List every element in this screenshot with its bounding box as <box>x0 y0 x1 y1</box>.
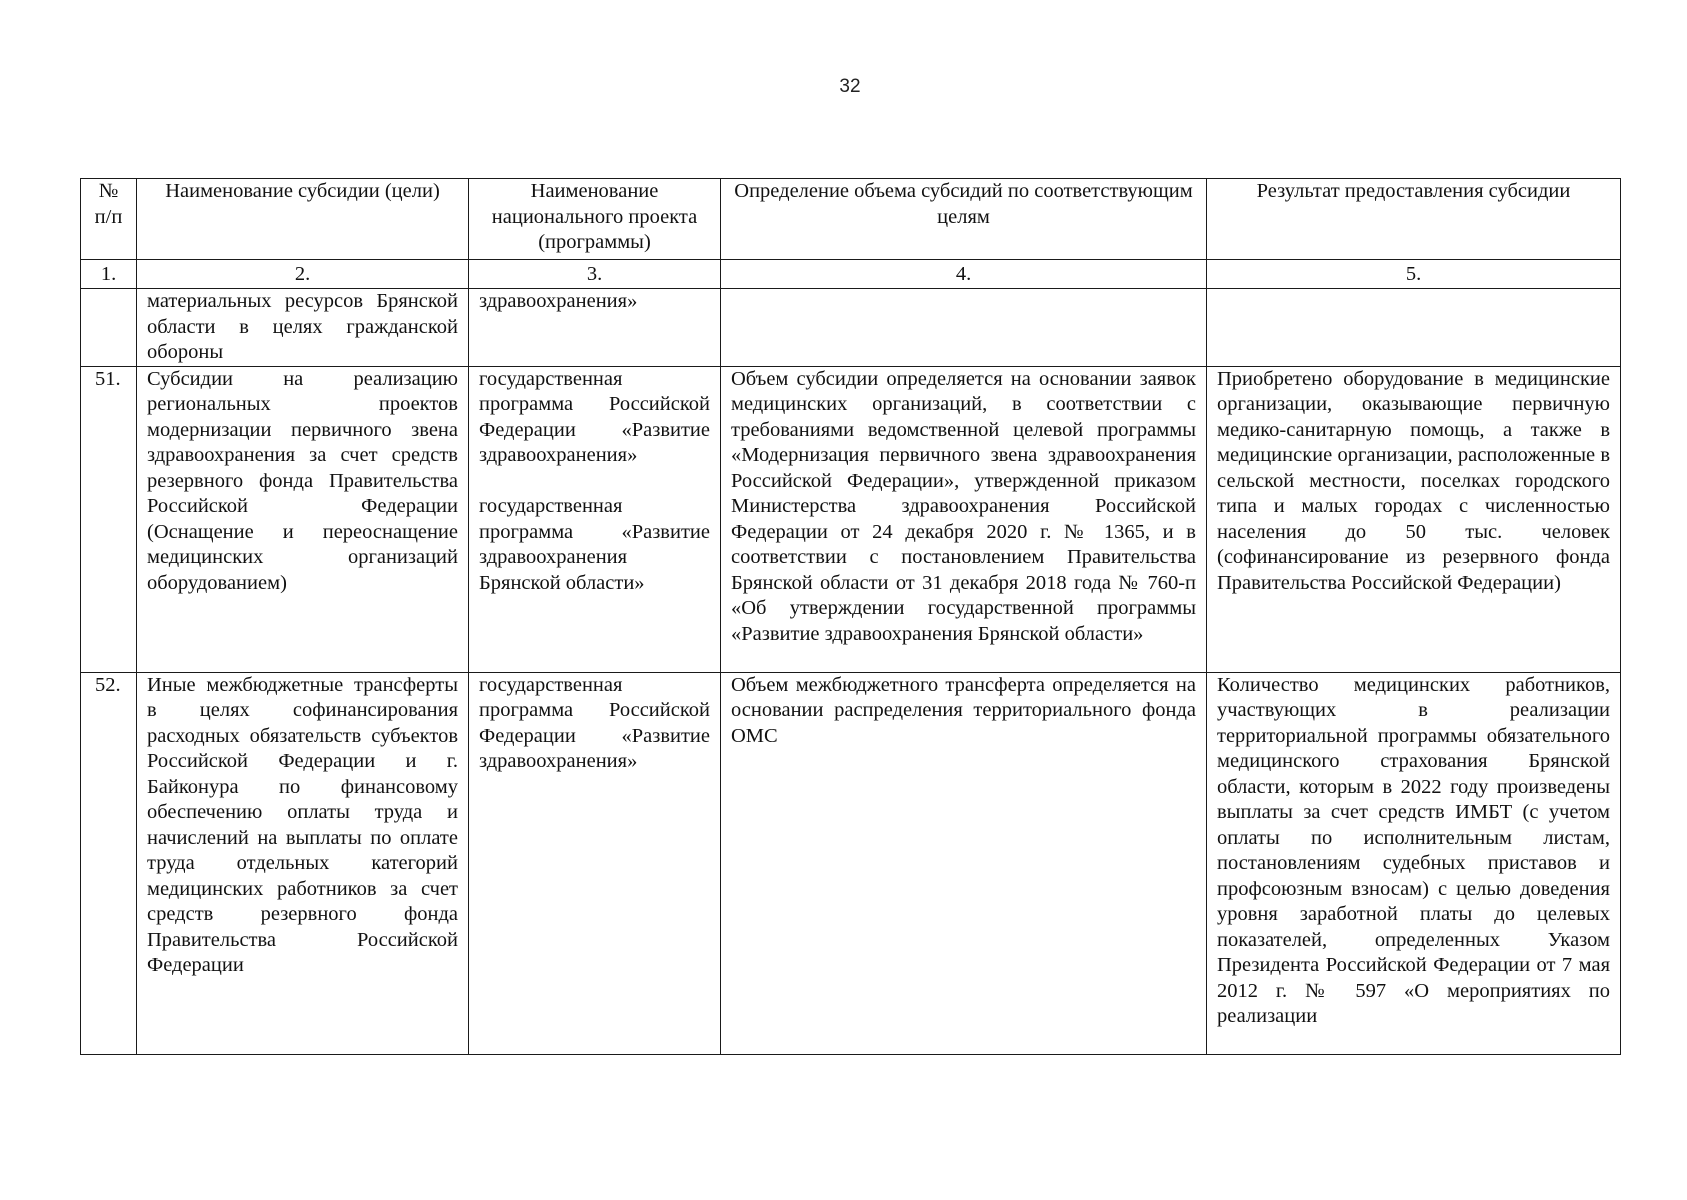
result-cell <box>1207 289 1621 367</box>
volume-cell <box>721 289 1207 367</box>
row-number <box>81 289 137 367</box>
column-number: 5. <box>1207 260 1621 289</box>
header-subsidy-name: Наименование субсидии (цели) <box>137 179 469 260</box>
table-row <box>81 672 1621 1054</box>
project-cell: государственная программа Российской Федерации «Развитие здравоохранения» государственная программа «Развитие здравоохранения Брянской области» <box>469 366 721 672</box>
table-row <box>81 366 1621 672</box>
subsidy-name-cell: материальных ресурсов Брянской области в целях гражданской обороны <box>137 289 469 367</box>
header-num: № п/п <box>81 179 137 260</box>
column-number: 1. <box>81 260 137 289</box>
volume-cell: Объем межбюджетного трансферта определяется на основании распределения территориального фонда ОМС <box>721 672 1207 1054</box>
project-cell: государственная программа Российской Федерации «Развитие здравоохранения» <box>469 672 721 1054</box>
column-number-row <box>81 260 1621 289</box>
project-cell: здравоохранения» <box>469 289 721 367</box>
column-number: 3. <box>469 260 721 289</box>
subsidy-name-cell: Иные межбюджетные трансферты в целях софинансирования расходных обязательств субъектов Российской Федерации и г. Байконура по финансовому обеспечению оплаты труда и начислений на выплаты по оплате труда отдельных категорий медицинских работников за счет средств резервного фонда Правительства Российской Федерации <box>137 672 469 1054</box>
row-number: 51. <box>81 366 137 672</box>
header-result: Результат предоставления субсидии <box>1207 179 1621 260</box>
table-row <box>81 289 1621 367</box>
column-number: 2. <box>137 260 469 289</box>
volume-cell: Объем субсидии определяется на основании заявок медицинских организаций, в соответствии с требованиями ведомственной целевой программы «Модернизация первичного звена здравоохранения Российской Федерации», утвержденной приказом Министерства здравоохранения Российской Федерации от 24 декабря 2020 г. № 1365, и в соответствии с постановлением Правительства Брянской области от 31 декабря 2018 года № 760-п «Об утверждении государственной программы «Развитие здравоохранения Брянской области» <box>721 366 1207 672</box>
result-cell: Приобретено оборудование в медицинские организации, оказывающие первичную медико-санитарную помощь, а также в медицинские организации, расположенные в сельской местности, поселках городского типа и малых городах с численностью населения до 50 тыс. человек (софинансирование из резервного фонда Правительства Российской Федерации) <box>1207 366 1621 672</box>
subsidy-table <box>80 178 1621 1055</box>
subsidy-name-cell: Субсидии на реализацию региональных проектов модернизации первичного звена здравоохранения за счет средств резервного фонда Правительства Российской Федерации (Оснащение и переоснащение медицинских организаций оборудованием) <box>137 366 469 672</box>
result-cell: Количество медицинских работников, участвующих в реализации территориальной программы обязательного медицинского страхования Брянской области, которым в 2022 году произведены выплаты за счет средств ИМБТ (с учетом оплаты по исполнительным листам, постановлениям судебных приставов и профсоюзным взносам) с целью доведения уровня заработной платы до целевых показателей, определенных Указом Президента Российской Федерации от 7 мая 2012 г. № 597 «О мероприятиях по реализации <box>1207 672 1621 1054</box>
column-number: 4. <box>721 260 1207 289</box>
table-header-row <box>81 179 1621 260</box>
page-number: 32 <box>839 76 861 97</box>
row-number: 52. <box>81 672 137 1054</box>
header-volume: Определение объема субсидий по соответствующим целям <box>721 179 1207 260</box>
header-project: Наименование национального проекта (программы) <box>469 179 721 260</box>
